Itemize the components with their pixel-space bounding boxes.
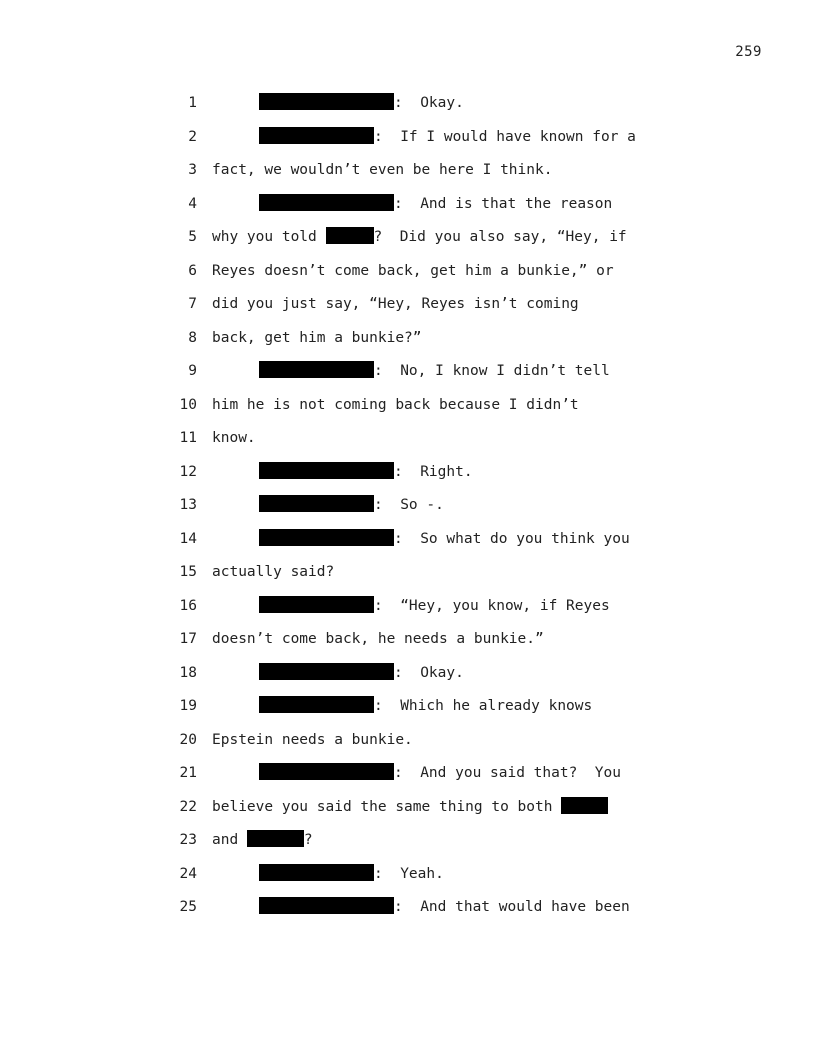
transcript-line [0, 596, 816, 616]
line-number: 21 [179, 765, 197, 781]
transcript-line [0, 361, 816, 381]
transcript-line [0, 897, 816, 917]
line-text: ? Did you also say, “Hey, if [373, 229, 627, 245]
line-number: 16 [179, 597, 197, 614]
transcript-line [0, 395, 816, 415]
line-text: believe you said the same thing to both [212, 798, 562, 815]
transcript-line [0, 562, 816, 582]
line-text: : Okay. [394, 664, 464, 681]
line-number: 25 [179, 899, 197, 915]
line-text: : And that would have been [394, 899, 630, 915]
transcript-line [0, 261, 816, 281]
redacted-speaker [259, 361, 374, 378]
line-text: actually said? [212, 564, 335, 580]
line-text: Reyes doesn’t come back, get him a bunkie,” or [212, 262, 614, 279]
transcript-line [0, 328, 816, 348]
line-text: : No, I know I didn’t tell [374, 363, 610, 379]
line-number: 18 [179, 664, 197, 681]
line-text: Epstein needs a bunkie. [212, 731, 413, 748]
redacted-speaker [259, 127, 374, 144]
redacted-name [561, 797, 608, 814]
line-number: 10 [179, 396, 197, 413]
redacted-speaker [259, 495, 374, 512]
line-number: 11 [179, 430, 197, 446]
line-text: fact, we wouldn’t even be here I think. [212, 162, 553, 178]
line-number: 2 [188, 128, 197, 145]
line-text: : So -. [374, 497, 444, 513]
line-number: 23 [179, 832, 197, 848]
redacted-speaker [259, 696, 374, 713]
redacted-name [326, 227, 374, 244]
line-number: 6 [188, 262, 197, 279]
transcript-line [0, 730, 816, 750]
line-number: 19 [179, 698, 197, 714]
line-text: doesn’t come back, he needs a bunkie.” [212, 631, 544, 647]
transcript-line [0, 294, 816, 314]
line-number: 13 [179, 497, 197, 513]
redacted-speaker [259, 897, 394, 914]
transcript-line [0, 797, 816, 817]
line-text: know. [212, 430, 256, 446]
transcript-line [0, 864, 816, 884]
redacted-speaker [259, 596, 374, 613]
transcript-line [0, 93, 816, 113]
line-number: 20 [179, 731, 197, 748]
line-text: did you just say, “Hey, Reyes isn’t coming [212, 296, 579, 312]
redacted-name [247, 830, 304, 847]
page-number: 259 [735, 44, 762, 60]
transcript-line [0, 696, 816, 716]
redacted-speaker [259, 864, 374, 881]
line-text: why you told [212, 229, 326, 245]
redacted-speaker [259, 763, 394, 780]
redacted-speaker [259, 663, 394, 680]
line-number: 4 [188, 195, 197, 212]
line-number: 24 [179, 865, 197, 882]
line-text: : Yeah. [374, 865, 444, 882]
line-number: 9 [188, 363, 197, 379]
transcript-line [0, 428, 816, 448]
line-number: 22 [179, 798, 197, 815]
line-text: back, get him a bunkie?” [212, 329, 422, 346]
transcript-line [0, 495, 816, 515]
transcript-line [0, 629, 816, 649]
redacted-speaker [259, 462, 394, 479]
line-number: 14 [179, 530, 197, 547]
redacted-speaker [259, 194, 394, 211]
line-number: 8 [188, 329, 197, 346]
redacted-speaker [259, 529, 394, 546]
transcript-line [0, 227, 816, 247]
line-number: 5 [188, 229, 197, 245]
transcript-line [0, 194, 816, 214]
line-text: : If I would have known for a [374, 128, 636, 145]
line-text: : So what do you think you [394, 530, 630, 547]
line-text: ? [303, 832, 313, 848]
transcript-line [0, 830, 816, 850]
transcript-line [0, 160, 816, 180]
line-text: : And you said that? You [394, 765, 621, 781]
line-text: : Okay. [394, 95, 464, 111]
transcript-line [0, 529, 816, 549]
line-text: : And is that the reason [394, 195, 613, 212]
line-text: him he is not coming back because I didn’t [212, 396, 579, 413]
line-number: 12 [179, 463, 197, 480]
redacted-speaker [259, 93, 394, 110]
line-text: : Which he already knows [374, 698, 593, 714]
line-number: 7 [188, 296, 197, 312]
line-text: and [212, 832, 247, 848]
transcript-line [0, 127, 816, 147]
line-number: 3 [188, 162, 197, 178]
line-number: 15 [179, 564, 197, 580]
transcript-line [0, 462, 816, 482]
line-number: 1 [188, 95, 197, 111]
line-text: : Right. [394, 463, 473, 480]
transcript-line [0, 663, 816, 683]
line-number: 17 [179, 631, 197, 647]
transcript-line [0, 763, 816, 783]
line-text: : “Hey, you know, if Reyes [374, 597, 610, 614]
